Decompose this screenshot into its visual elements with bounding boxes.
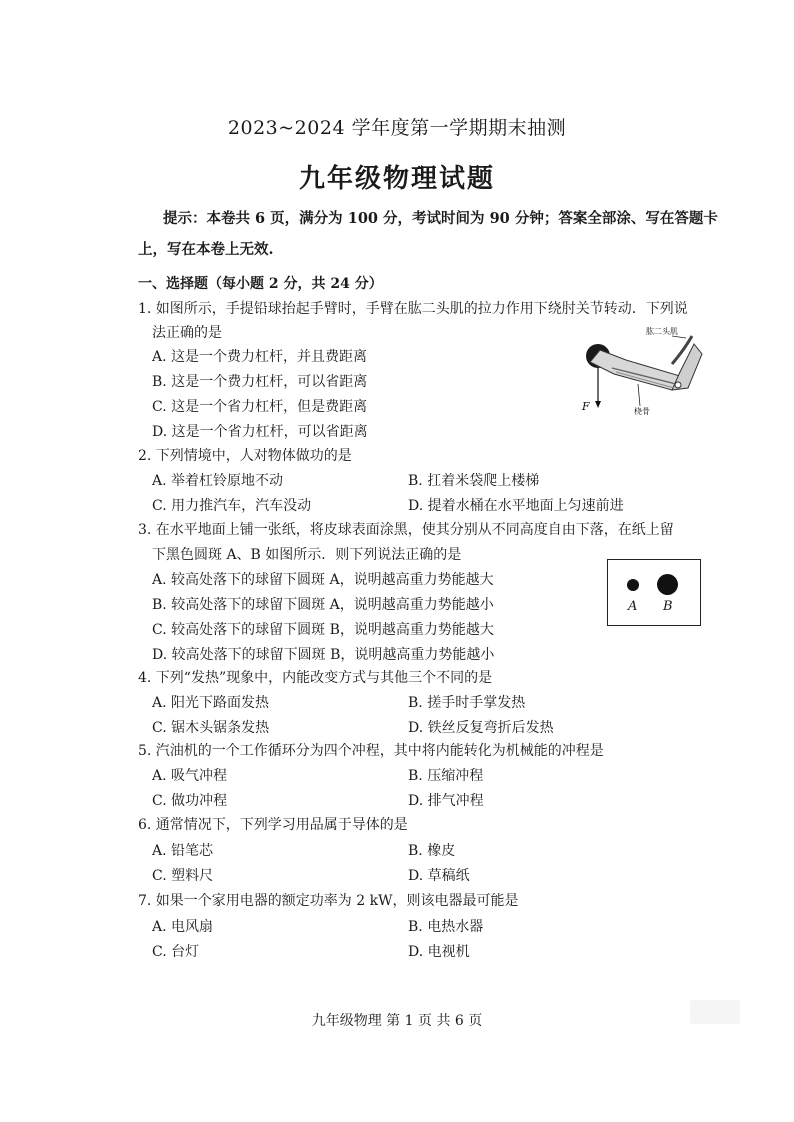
q4-option-b: B. 搓手时手掌发热	[408, 695, 526, 711]
q6-option-d: D. 草稿纸	[408, 868, 470, 884]
spots-figure	[607, 559, 701, 626]
q3-option-d: D. 较高处落下的球留下圆斑 B，说明越高重力势能越小	[152, 647, 495, 663]
q7-option-a: A. 电风扇	[152, 919, 214, 935]
q7-stem: 7. 如果一个家用电器的额定功率为 2 kW，则该电器最可能是	[138, 893, 519, 909]
muscle-label: 肱二头肌	[646, 327, 678, 336]
q2-option-c: C. 用力推汽车，汽车没动	[152, 498, 312, 514]
q3-stem-line-1: 3. 在水平地面上铺一张纸，将皮球表面涂黑，使其分别从不同高度自由下落，在纸上留	[138, 522, 674, 538]
watermark-mark	[690, 1000, 740, 1024]
q2-option-a: A. 举着杠铃原地不动	[152, 473, 284, 489]
q7-option-c: C. 台灯	[152, 944, 200, 960]
spot-b	[657, 574, 678, 595]
notice-line-1: 提示：本卷共 6 页，满分为 100 分，考试时间为 90 分钟；答案全部涂、写在答题卡	[163, 210, 718, 227]
q5-stem: 5. 汽油机的一个工作循环分为四个冲程，其中将内能转化为机械能的冲程是	[138, 743, 604, 759]
q1-option-b: B. 这是一个费力杠杆，可以省距离	[152, 374, 368, 390]
q4-stem: 4. 下列“发热”现象中，内能改变方式与其他三个不同的是	[138, 670, 493, 686]
notice-line-2: 上，写在本卷上无效.	[138, 241, 274, 258]
q5-option-b: B. 压缩冲程	[408, 768, 484, 784]
q6-stem: 6. 通常情况下，下列学习用品属于导体的是	[138, 817, 408, 833]
section-heading: 一、选择题（每小题 2 分，共 24 分）	[138, 276, 383, 292]
q2-option-b: B. 扛着米袋爬上楼梯	[408, 473, 540, 489]
q4-option-a: A. 阳光下路面发热	[152, 695, 270, 711]
q1-option-a: A. 这是一个费力杠杆，并且费距离	[152, 349, 368, 365]
spot-b-label: B	[663, 599, 673, 614]
q4-option-c: C. 锯木头锯条发热	[152, 720, 270, 736]
q7-option-d: D. 电视机	[408, 944, 470, 960]
q4-option-d: D. 铁丝反复弯折后发热	[408, 720, 554, 736]
q1-stem-line-2: 法正确的是	[152, 325, 222, 341]
q3-option-a: A. 较高处落下的球留下圆斑 A，说明越高重力势能越大	[152, 572, 494, 588]
q3-option-c: C. 较高处落下的球留下圆斑 B，说明越高重力势能越大	[152, 622, 494, 638]
spot-a	[627, 579, 639, 591]
q5-option-a: A. 吸气冲程	[152, 768, 228, 784]
q1-stem-line-1: 1. 如图所示，手提铅球抬起手臂时，手臂在肱二头肌的拉力作用下绕肘关节转动．下列说	[138, 301, 688, 317]
q2-option-d: D. 提着水桶在水平地面上匀速前进	[408, 498, 624, 514]
spot-a-label: A	[628, 599, 638, 614]
page-footer: 九年级物理 第 1 页 共 6 页	[311, 1013, 483, 1029]
q5-option-c: C. 做功冲程	[152, 793, 228, 809]
q6-option-c: C. 塑料尺	[152, 868, 214, 884]
q3-stem-line-2: 下黑色圆斑 A、B 如图所示．则下列说法正确的是	[152, 547, 462, 563]
q6-option-b: B. 橡皮	[408, 843, 456, 859]
arm-lever-figure	[576, 324, 710, 416]
exam-subject-title: 九年级物理试题	[298, 164, 495, 194]
exam-term-title: 2023~2024 学年度第一学期期末抽测	[227, 117, 567, 139]
q2-stem: 2. 下列情境中，人对物体做功的是	[138, 448, 352, 464]
q1-option-c: C. 这是一个省力杠杆，但是费距离	[152, 399, 368, 415]
q6-option-a: A. 铅笔芯	[152, 843, 214, 859]
q1-option-d: D. 这是一个省力杠杆，可以省距离	[152, 424, 368, 440]
force-label: F	[582, 400, 590, 413]
bone-label: 桡骨	[634, 407, 650, 416]
q7-option-b: B. 电热水器	[408, 919, 484, 935]
q5-option-d: D. 排气冲程	[408, 793, 484, 809]
q3-option-b: B. 较高处落下的球留下圆斑 A，说明越高重力势能越小	[152, 597, 494, 613]
